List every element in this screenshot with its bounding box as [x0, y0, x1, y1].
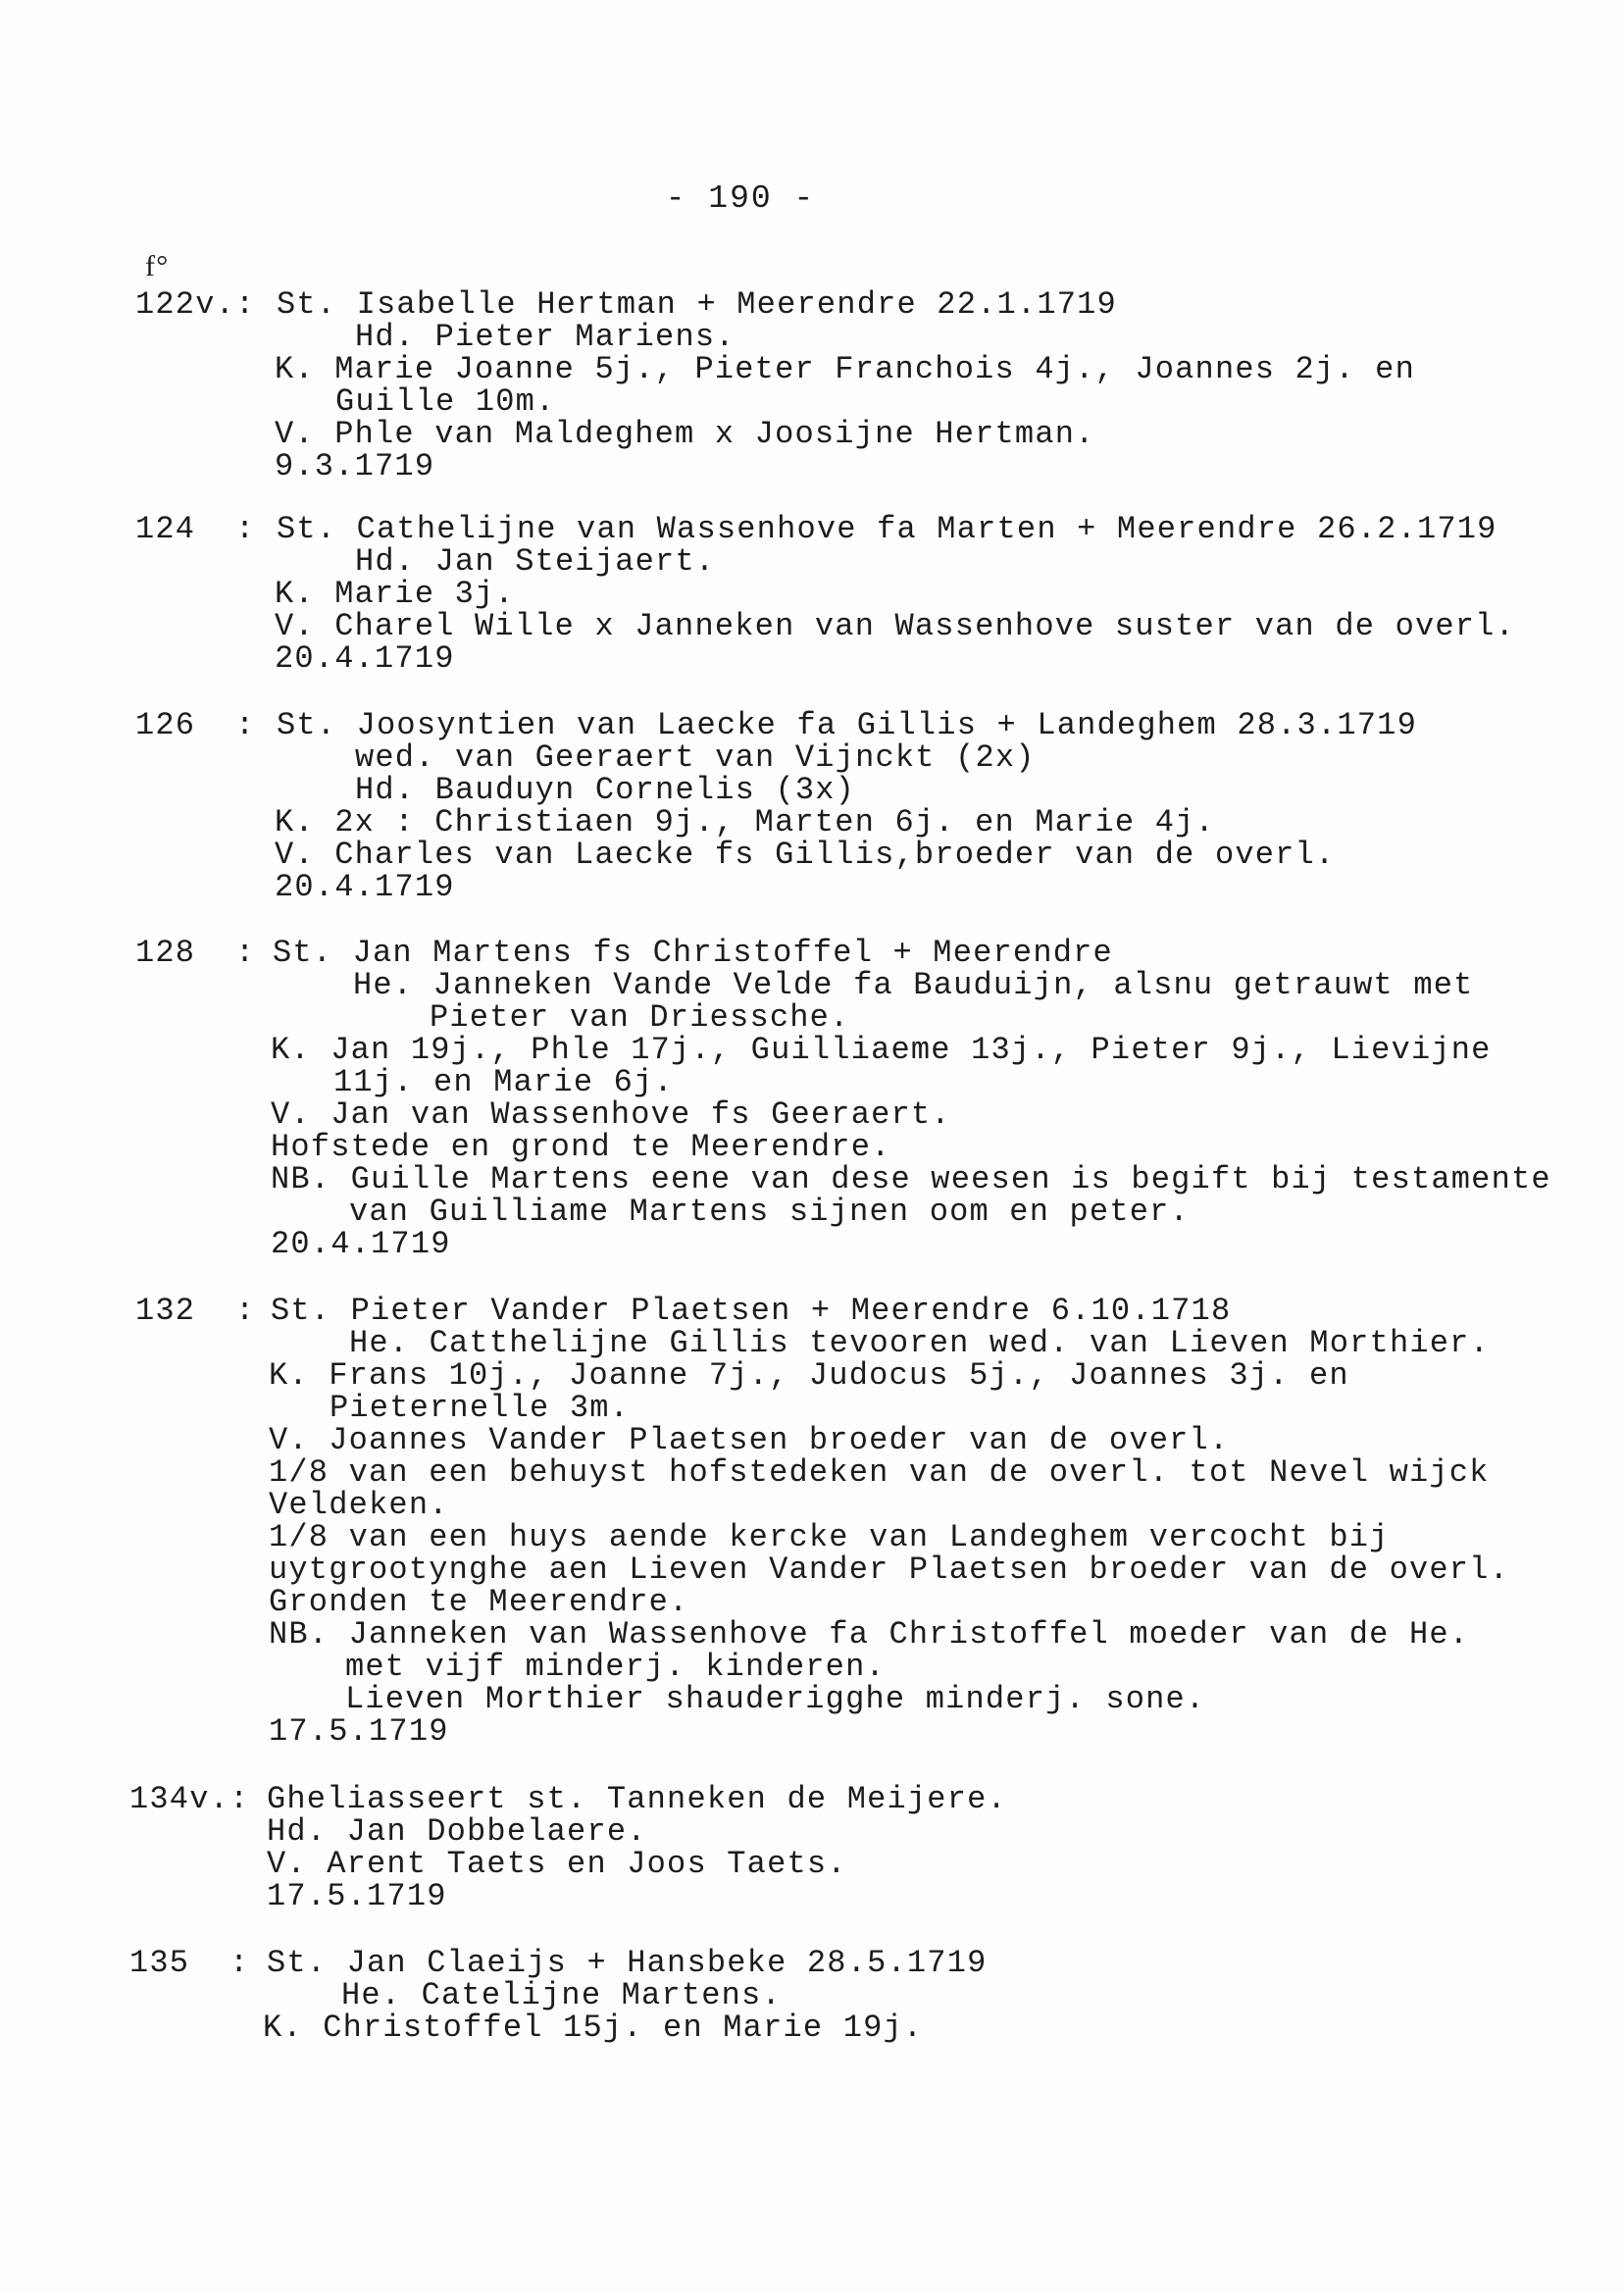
entry-line: K. Marie 3j. — [275, 576, 515, 612]
entry-line: V. Joannes Vander Plaetsen broeder van de overl. — [269, 1422, 1230, 1458]
entry-line: Gheliasseert st. Tanneken de Meijere. — [267, 1781, 1007, 1817]
entry-line: V. Charel Wille x Janneken van Wassenhove suster van de overl. — [275, 608, 1515, 644]
entry-line: NB. Guille Martens eene van dese weesen is begift bij testamente — [271, 1161, 1551, 1197]
folio-column-label: f° — [145, 250, 170, 282]
entry-line: Pieternelle 3m. — [330, 1390, 631, 1426]
entry-line: uytgrootynghe aen Lieven Vander Plaetsen broeder van de overl. — [269, 1552, 1509, 1588]
entry-line: V. Charles van Laecke fs Gillis,broeder van de overl. — [275, 837, 1336, 873]
entry-line: K. Frans 10j., Joanne 7j., Judocus 5j., Joannes 3j. en — [269, 1357, 1349, 1394]
entry-line: K. 2x : Christiaen 9j., Marten 6j. en Marie 4j. — [275, 804, 1215, 840]
entry-line: K. Christoffel 15j. en Marie 19j. — [263, 2010, 924, 2046]
entry-line: K. Jan 19j., Phle 17j., Guilliaeme 13j., Pieter 9j., Lievijne — [271, 1032, 1492, 1068]
entry-line: 17.5.1719 — [269, 1713, 449, 1750]
entry-line: NB. Janneken van Wassenhove fa Christoffel moeder van de He. — [269, 1616, 1470, 1653]
entry-line: 1/8 van een huys aende kercke van Landeghem vercocht bij — [269, 1519, 1390, 1555]
entry-line: He. Janneken Vande Velde fa Bauduijn, alsnu getrauwt met — [353, 967, 1474, 1003]
entry-line: Hd. Jan Dobbelaere. — [267, 1813, 647, 1850]
entry-line: Hofstede en grond te Meerendre. — [271, 1129, 891, 1165]
entry-line: St. Isabelle Hertman + Meerendre 22.1.1719 — [277, 286, 1117, 323]
entry-line: 11j. en Marie 6j. — [333, 1064, 674, 1100]
entry-line: St. Pieter Vander Plaetsen + Meerendre 6.10.1718 — [271, 1293, 1232, 1329]
entry-line: 20.4.1719 — [275, 640, 455, 677]
entry-line: Veldeken. — [269, 1487, 449, 1523]
entry-line: wed. van Geeraert van Vijnckt (2x) — [355, 739, 1036, 776]
entry-line: Hd. Pieter Mariens. — [355, 319, 736, 355]
entry-line: St. Jan Martens fs Christoffel + Meerendre — [273, 935, 1113, 971]
entry-line: V. Arent Taets en Joos Taets. — [267, 1846, 847, 1882]
page-number: - 190 - — [665, 180, 816, 217]
entry-line: 17.5.1719 — [267, 1878, 447, 1914]
entry-line: van Guilliame Martens sijnen oom en peter. — [349, 1194, 1190, 1230]
folio-number: 134v.: — [129, 1781, 250, 1817]
entry-line: 20.4.1719 — [275, 869, 455, 905]
entry-line: Pieter van Driessche. — [430, 999, 850, 1036]
entry-line: He. Catthelijne Gillis tevooren wed. van Lieven Morthier. — [349, 1325, 1490, 1361]
entry-line: 20.4.1719 — [271, 1226, 451, 1262]
entry-line: Gronden te Meerendre. — [269, 1584, 689, 1620]
entry-line: V. Phle van Maldeghem x Joosijne Hertman. — [275, 416, 1095, 452]
entry-line: St. Joosyntien van Laecke fa Gillis + Landeghem 28.3.1719 — [277, 707, 1417, 743]
entry-line: St. Cathelijne van Wassenhove fa Marten + Meerendre 26.2.1719 — [277, 511, 1497, 547]
entry-line: He. Catelijne Martens. — [341, 1977, 782, 2013]
entry-line: Guille 10m. — [335, 383, 556, 420]
entry-line: met vijf minderj. kinderen. — [345, 1649, 886, 1685]
entry-line: Hd. Bauduyn Cornelis (3x) — [355, 772, 856, 808]
entry-line: Lieven Morthier shauderigghe minderj. sone. — [345, 1681, 1206, 1717]
folio-number: 122v.: — [135, 286, 256, 323]
entry-line: K. Marie Joanne 5j., Pieter Franchois 4j., Joannes 2j. en — [275, 351, 1415, 387]
entry-line: V. Jan van Wassenhove fs Geeraert. — [271, 1096, 951, 1133]
folio-number: 132 : — [135, 1293, 256, 1329]
folio-number: 128 : — [135, 935, 256, 971]
folio-number: 126 : — [135, 707, 256, 743]
entry-line: 9.3.1719 — [275, 448, 435, 484]
entry-line: Hd. Jan Steijaert. — [355, 543, 716, 580]
folio-number: 135 : — [129, 1945, 250, 1981]
entry-line: 1/8 van een behuyst hofstedeken van de overl. tot Nevel wijck — [269, 1454, 1490, 1491]
folio-number: 124 : — [135, 511, 256, 547]
entry-line: St. Jan Claeijs + Hansbeke 28.5.1719 — [267, 1945, 988, 1981]
